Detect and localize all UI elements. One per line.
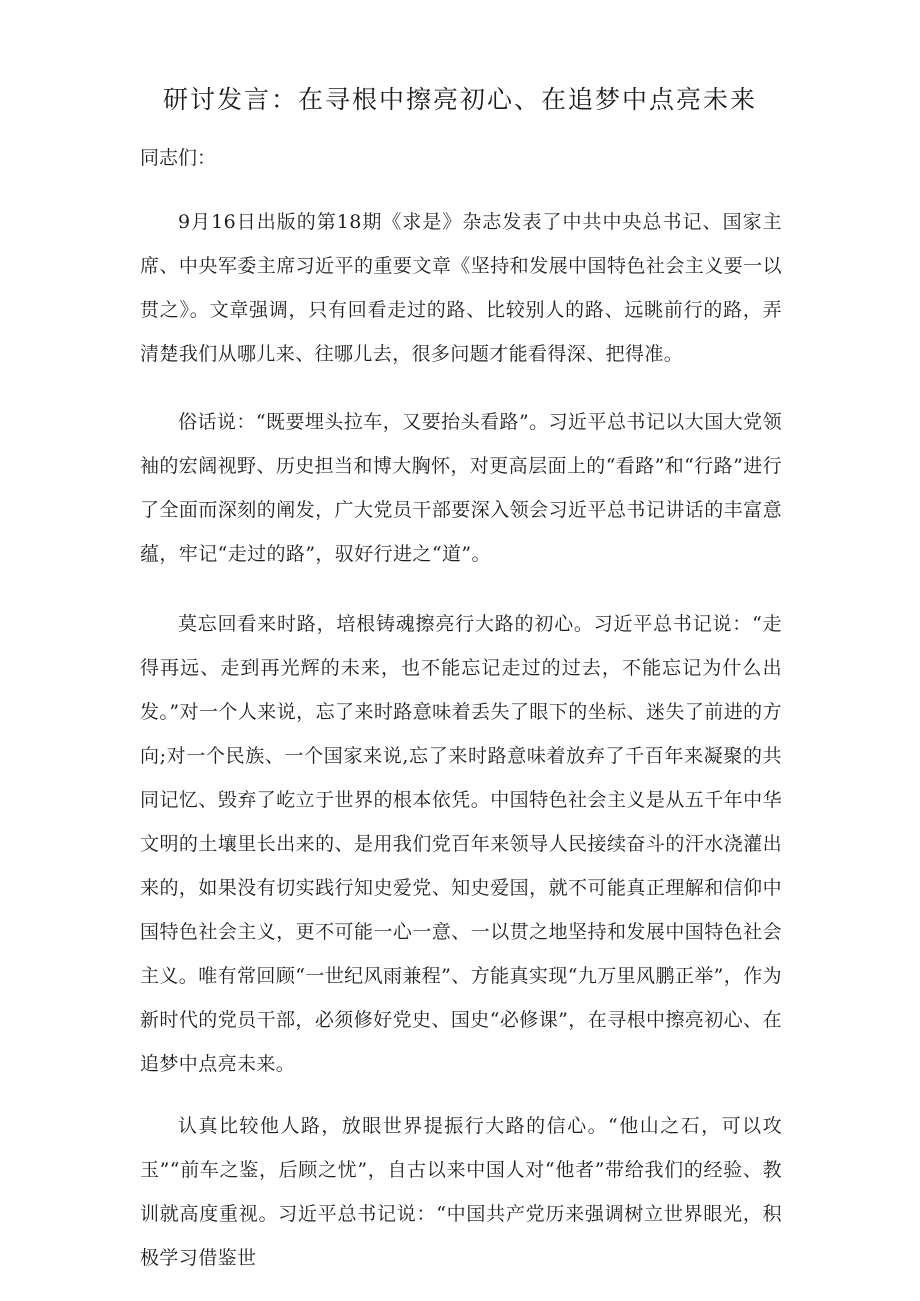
paragraph-3: 莫忘回看来时路，培根铸魂擦亮行大路的初心。习近平总书记说：“走得再远、走到再光辉的未来，也不能忘记走过的过去，不能忘记为什么出发。”对一个人来说，忘了来时路意味着丢失了眼下的坐标、迷失了前进的方向;对一个民族、一个国家来说,忘了来时路意味着放弃了千百年来凝聚的共同记忆、毁弃了屹立于世界的根本依凭。中国特色社会主义是从五千年中华文明的土壤里长出来的、是用我们党百年来领导人民接续奋斗的汗水浇灌出来的，如果没有切实践行知史爱党、知史爱国，就不可能真正理解和信仰中国特色社会主义，更不可能一心一意、一以贯之地坚持和发展中国特色社会主义。唯有常回顾“一世纪风雨兼程”、方能真实现“九万里风鹏正举”，作为新时代的党员干部，必须修好党史、国史“必修课”，在寻根中擦亮初心、在追梦中点亮未来。 <box>140 613 782 1075</box>
document-title: 研讨发言：在寻根中擦亮初心、在追梦中点亮未来 <box>162 85 757 114</box>
paragraph-1: 9月16日出版的第18期《求是》杂志发表了中共中央总书记、国家主席、中央军委主席习近平的重要文章《坚持和发展中国特色社会主义要一以贯之》。文章强调，只有回看走过的路、比较别人的路、远眺前行的路，弄清楚我们从哪儿来、往哪儿去，很多问题才能看得深、把得准。 <box>140 211 782 365</box>
paragraph-2: 俗话说：“既要埋头拉车，又要抬头看路”。习近平总书记以大国大党领袖的宏阔视野、历史担当和博大胸怀，对更高层面上的“看路”和“行路”进行了全面而深刻的阐发，广大党员干部要深入领会习近平总书记讲话的丰富意蕴，牢记“走过的路”，驭好行进之“道”。 <box>140 411 782 565</box>
salutation: 同志们： <box>140 147 217 169</box>
paragraph-4: 认真比较他人路，放眼世界提振行大路的信心。“他山之石，可以攻玉”“前车之鉴，后顾之忧”，自古以来中国人对“他者”带给我们的经验、教训就高度重视。习近平总书记说：“中国共产党历来强调树立世界眼光，积极学习借鉴世 <box>140 1115 782 1269</box>
